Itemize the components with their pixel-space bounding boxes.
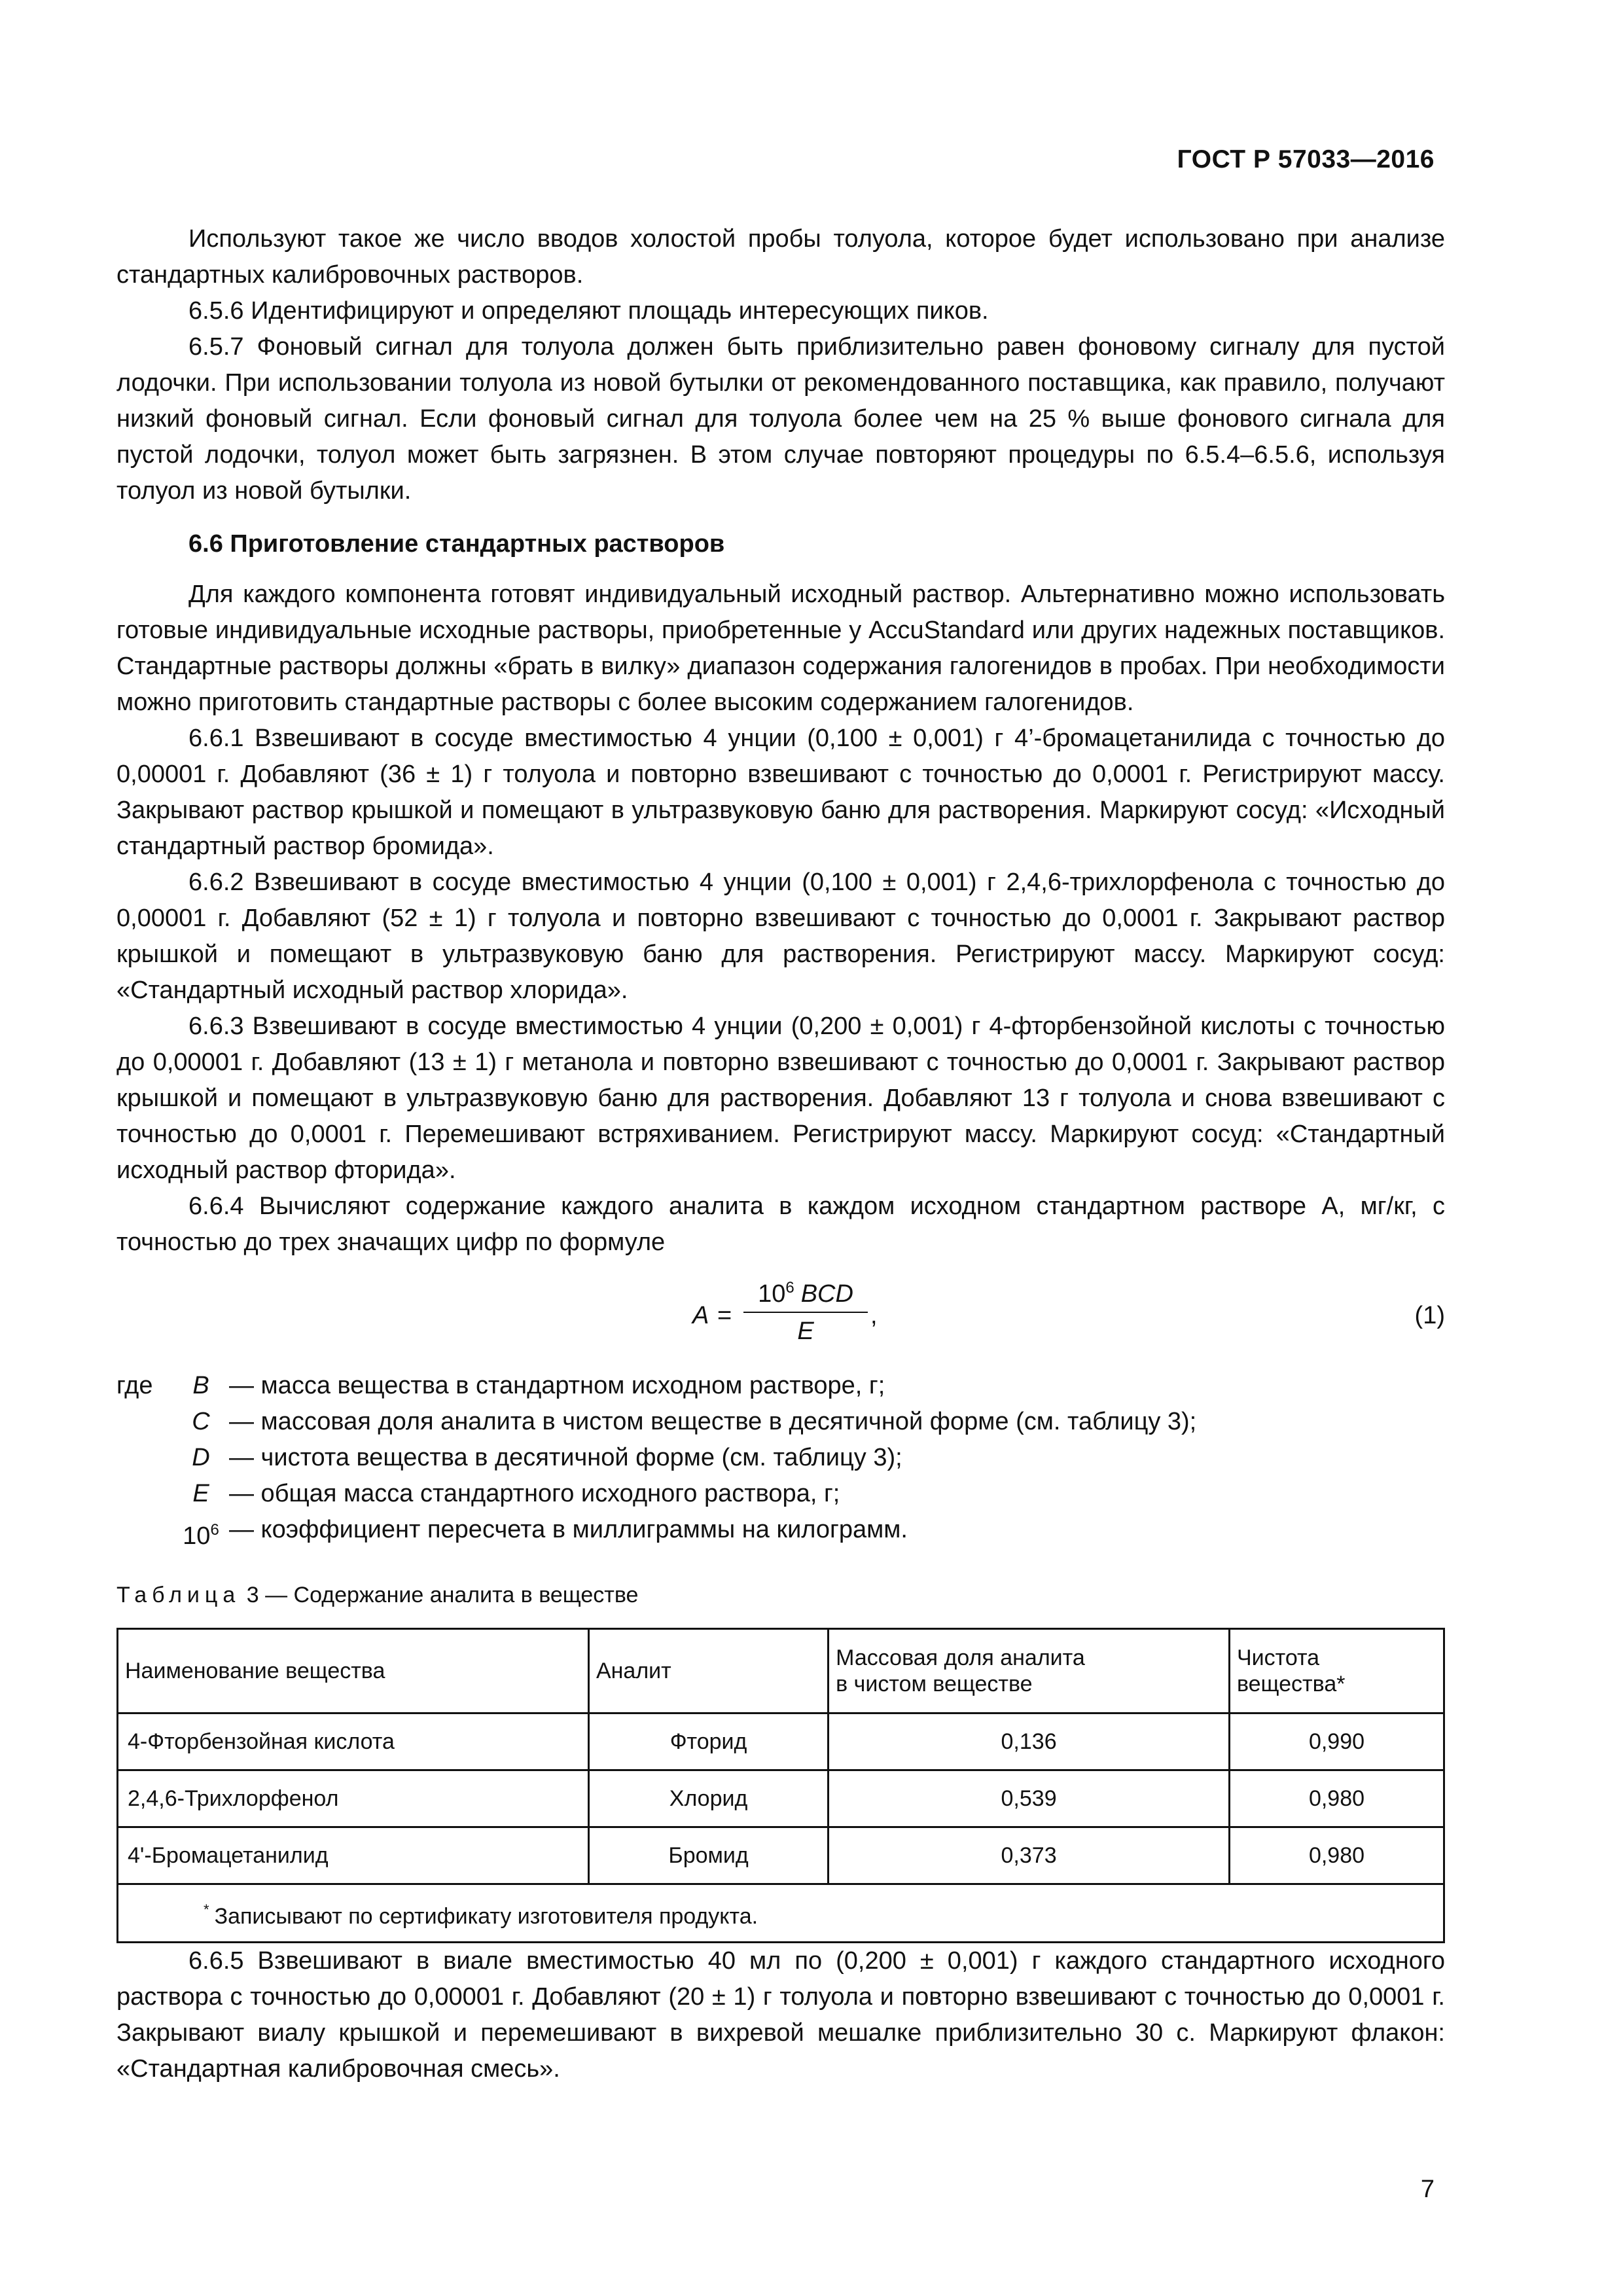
page-number: 7 — [1420, 2176, 1435, 2203]
paragraph-6-6-2: 6.6.2 Взвешивают в сосуде вместимостью 4 унции (0,100 ± 0,001) г 2,4,6-трихлорфенола с точностью до 0,00001 г. Добавляют (52 ± 1) г толуола и повторно взвешивают с точностью до 0,0001 г. Закрывают раствор крышкой и помещают в ультразвуковую баню для растворения. Регистрируют массу. Маркируют сосуд: «Стандартный исходный раствор хлорида». — [116, 869, 1445, 1004]
definition-symbol: B — [192, 1372, 209, 1399]
paragraph: Используют такое же число вводов холостой пробы толуола, которое будет использовано при анализе стандартных калибровочных растворов. — [116, 225, 1445, 289]
footnote-text: Записывают по сертификату изготовителя продукта. — [214, 1904, 758, 1929]
formula-number: (1) — [1414, 1302, 1445, 1329]
section-heading-6-6: 6.6 Приготовление стандартных растворов — [188, 530, 725, 558]
definition-row — [116, 1512, 1445, 1548]
table-caption-title: 3 — Содержание аналита в веществе — [240, 1583, 639, 1607]
cell-purity: 0,980 — [1229, 1770, 1444, 1827]
numerator-variables: BCD — [800, 1280, 853, 1308]
table-caption — [116, 1581, 1445, 1609]
footnote-mark: * — [204, 1901, 209, 1918]
cell-substance: 4-Фторбензойная кислота — [118, 1713, 589, 1770]
numerator-exponent: 6 — [785, 1279, 794, 1297]
table-row — [118, 1770, 1444, 1827]
definition-row — [116, 1476, 1445, 1512]
definition-symbol: C — [192, 1408, 210, 1435]
paragraph-6-6-5: 6.6.5 Взвешивают в виале вместимостью 40 мл по (0,200 ± 0,001) г каждого стандартного исходного раствора с точностью до 0,00001 г. Добавляют (20 ± 1) г толуола и повторно взвешивают с точностью до 0,0001 г. Закрывают виалу крышкой и перемешивают в вихревой мешалке приблизительно 30 с. Маркируют флакон: «Стандартная калибровочная смесь». — [116, 1947, 1445, 2083]
cell-fraction: 0,539 — [829, 1770, 1230, 1827]
definition-symbol: $10^6$ — [183, 1521, 219, 1550]
cell-purity: 0,990 — [1229, 1713, 1444, 1770]
definition-text: — коэффициент пересчета в миллиграммы на килограмм. — [229, 1516, 908, 1543]
cell-fraction: 0,136 — [829, 1713, 1230, 1770]
header-mass-fraction: Массовая доля аналита в чистом веществе — [829, 1629, 1230, 1713]
paragraph-6-5-6: 6.5.6 Идентифицируют и определяют площадь интересующих пиков. — [188, 297, 989, 325]
cell-substance: 2,4,6-Трихлорфенол — [118, 1770, 589, 1827]
where-word: где — [116, 1372, 153, 1399]
paragraph-6-6-3: 6.6.3 Взвешивают в сосуде вместимостью 4 унции (0,200 ± 0,001) г 4-фторбензойной кислоты с точностью до 0,00001 г. Добавляют (13 ± 1) г метанола и повторно взвешивают с точностью до 0,0001 г. Закрывают раствор крышкой и помещают в ультразвуковую баню для растворения. Добавляют 13 г толуола и снова взвешивают с точностью до 0,0001 г. Перемешивают встряхиванием. Регистрируют массу. Маркируют сосуд: «Стандартный исходный раствор фторида». — [116, 1013, 1445, 1184]
cell-substance: 4'-Бромацетанилид — [118, 1827, 589, 1884]
cell-purity: 0,980 — [1229, 1827, 1444, 1884]
cell-fraction: 0,373 — [829, 1827, 1230, 1884]
definition-text: — чистота вещества в десятичной форме (см. таблицу 3); — [229, 1444, 902, 1471]
formula-lhs: A — [692, 1302, 709, 1329]
header-analyte: Аналит — [588, 1629, 828, 1713]
header-purity: Чистота вещества* — [1229, 1629, 1444, 1713]
numerator-base: 10 — [758, 1280, 786, 1308]
formula-1 — [116, 1267, 1445, 1365]
formula-fraction — [743, 1267, 868, 1350]
paragraph-6-6-1: 6.6.1 Взвешивают в сосуде вместимостью 4 унции (0,100 ± 0,001) г 4’-бромацетанилида с точностью до 0,00001 г. Добавляют (36 ± 1) г толуола и повторно взвешивают с точностью до 0,0001 г. Регистрируют массу. Закрывают раствор крышкой и помещают в ультразвуковую баню для растворения. Маркируют сосуд: «Исходный стандартный раствор бромида». — [116, 725, 1445, 860]
cell-analyte: Бромид — [588, 1827, 828, 1884]
definition-symbol: D — [192, 1444, 210, 1471]
table-row — [118, 1827, 1444, 1884]
definition-row — [116, 1440, 1445, 1476]
table-footnote-row — [118, 1884, 1444, 1943]
paragraph-6-5-7: 6.5.7 Фоновый сигнал для толуола должен быть приблизительно равен фоновому сигналу для пустой лодочки. При использовании толуола из новой бутылки от рекомендованного поставщика, как правило, получают низкий фоновый сигнал. Если фоновый сигнал для толуола более чем на 25 % выше фонового сигнала для пустой лодочки, толуол может быть загрязнен. В этом случае повторяют процедуры по 6.5.4–6.5.6, используя толуол из новой бутылки. — [116, 333, 1445, 505]
formula-numerator — [743, 1267, 868, 1309]
paragraph-6-6-4: 6.6.4 Вычисляют содержание каждого аналита в каждом исходном стандартном растворе A, мг/кг, с точностью до трех значащих цифр по формуле — [116, 1193, 1445, 1256]
definition-symbol: E — [192, 1480, 209, 1507]
paragraph-intro: Для каждого компонента готовят индивидуальный исходный раствор. Альтернативно можно использовать готовые индивидуальные исходные растворы, приобретенные у AccuStandard или других надежных поставщиков. Стандартные растворы должны «брать в вилку» диапазон содержания галогенидов в пробах. При необходимости можно приготовить стандартные растворы с более высоким содержанием галогенидов. — [116, 581, 1445, 716]
definition-text: — массовая доля аналита в чистом веществе в десятичной форме (см. таблицу 3); — [229, 1408, 1197, 1435]
cell-analyte: Хлорид — [588, 1770, 828, 1827]
standard-number-header: ГОСТ Р 57033—2016 — [1177, 145, 1435, 173]
definition-row — [116, 1368, 1445, 1404]
table-header-row — [118, 1629, 1444, 1713]
table-caption-label: Таблица — [116, 1583, 241, 1607]
definition-text: — общая масса стандартного исходного раствора, г; — [229, 1480, 840, 1507]
header-substance-name: Наименование вещества — [118, 1629, 589, 1713]
analyte-content-table — [116, 1628, 1445, 1943]
formula-equals: = — [717, 1302, 732, 1329]
definition-row — [116, 1404, 1445, 1440]
definition-text: — масса вещества в стандартном исходном растворе, г; — [229, 1372, 885, 1399]
variable-definitions — [116, 1368, 1445, 1548]
cell-analyte: Фторид — [588, 1713, 828, 1770]
formula-comma: , — [870, 1302, 878, 1329]
table-row — [118, 1713, 1444, 1770]
document-body — [116, 221, 1445, 2087]
formula-denominator: E — [797, 1318, 814, 1345]
table-footnote — [118, 1884, 1444, 1943]
